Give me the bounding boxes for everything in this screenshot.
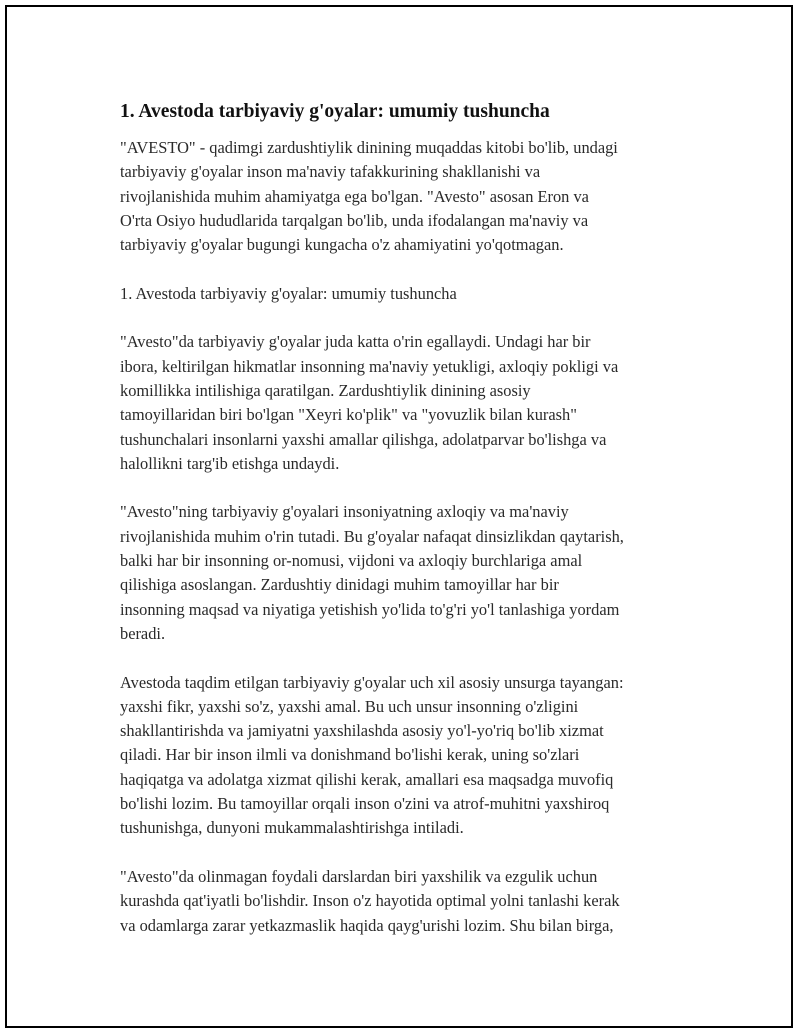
paragraph	[120, 282, 695, 306]
text-line: shakllantirishda va jamiyatni yaxshilashda asosiy yo'l-yo'riq bo'lib xizmat	[120, 721, 604, 741]
text-line: va odamlarga zarar yetkazmaslik haqida qayg'urishi lozim. Shu bilan birga,	[120, 915, 614, 935]
text-line: ibora, keltirilgan hikmatlar insonning ma'naviy yetukligi, axloqiy pokligi va	[120, 356, 619, 376]
text-line: rivojlanishida muhim o'rin tutadi. Bu g'oyalar nafaqat dinsizlikdan qaytarish,	[120, 526, 624, 546]
text-line: Avestoda taqdim etilgan tarbiyaviy g'oyalar uch xil asosiy unsurga tayangan:	[120, 672, 624, 692]
document-page	[5, 5, 793, 1028]
text-line: beradi.	[120, 623, 166, 643]
text-line: O'rta Osiyo hududlarida tarqalgan bo'lib, unda ifodalangan ma'naviy va	[120, 210, 589, 230]
text-line: tarbiyaviy g'oyalar inson ma'naviy tafakkurining shakllanishi va	[120, 162, 541, 182]
text-line: "Avesto"da tarbiyaviy g'oyalar juda katta o'rin egallaydi. Undagi har bir	[120, 332, 591, 352]
text-line: halollikni targ'ib etishga undaydi.	[120, 453, 340, 473]
text-line: haqiqatga va adolatga xizmat qilishi kerak, amallari esa maqsadga muvofiq	[120, 769, 614, 789]
paragraph-list	[120, 136, 695, 938]
paragraph	[120, 136, 695, 257]
text-line: tarbiyaviy g'oyalar bugungi kungacha o'z ahamiyatini yo'qotmagan.	[120, 235, 564, 255]
paragraph	[120, 330, 695, 476]
paragraph	[120, 865, 695, 938]
text-line: insonning maqsad va niyatiga yetishish yo'lida to'g'ri yo'l tanlashiga yordam	[120, 599, 620, 619]
text-line: "AVESTO" - qadimgi zardushtiylik dinining muqaddas kitobi bo'lib, undagi	[120, 138, 618, 157]
paragraph	[120, 500, 695, 646]
text-line: rivojlanishida muhim ahamiyatga ega bo'lgan. "Avesto" asosan Eron va	[120, 186, 589, 206]
text-line: "Avesto"da olinmagan foydali darslardan biri yaxshilik va ezgulik uchun	[120, 866, 598, 886]
text-line: kurashda qat'iyatli bo'lishdir. Inson o'z hayotida optimal yolni tanlashi kerak	[120, 891, 620, 911]
text-line: balki har bir insonning or-nomusi, vijdoni va axloqiy burchlariga amal	[120, 551, 583, 571]
document-heading: 1. Avestoda tarbiyaviy g'oyalar: umumiy tushuncha	[120, 101, 550, 122]
text-line: 1. Avestoda tarbiyaviy g'oyalar: umumiy tushuncha	[120, 283, 457, 303]
text-line: tamoyillaridan biri bo'lgan "Xeyri ko'plik" va "yovuzlik bilan kurash"	[120, 405, 577, 425]
text-line: tushunchalari insonlarni yaxshi amallar qilishga, adolatparvar bo'lishga va	[120, 429, 607, 449]
text-line: yaxshi fikr, yaxshi so'z, yaxshi amal. Bu uch unsur insonning o'zligini	[120, 696, 579, 716]
text-line: komillikka intilishiga qaratilgan. Zardushtiylik dinining asosiy	[120, 380, 531, 400]
text-line: bo'lishi lozim. Bu tamoyillar orqali inson o'zini va atrof-muhitni yaxshiroq	[120, 794, 610, 814]
text-line: tushunishga, dunyoni mukammalashtirishga intiladi.	[120, 818, 464, 838]
text-line: qiladi. Har bir inson ilmli va donishmand bo'lishi kerak, uning so'zlari	[120, 745, 580, 765]
document-body	[120, 97, 695, 962]
paragraph	[120, 671, 695, 841]
text-line: "Avesto"ning tarbiyaviy g'oyalari insoniyatning axloqiy va ma'naviy	[120, 502, 569, 522]
text-line: qilishiga asoslangan. Zardushtiy dinidagi muhim tamoyillar har bir	[120, 575, 559, 595]
